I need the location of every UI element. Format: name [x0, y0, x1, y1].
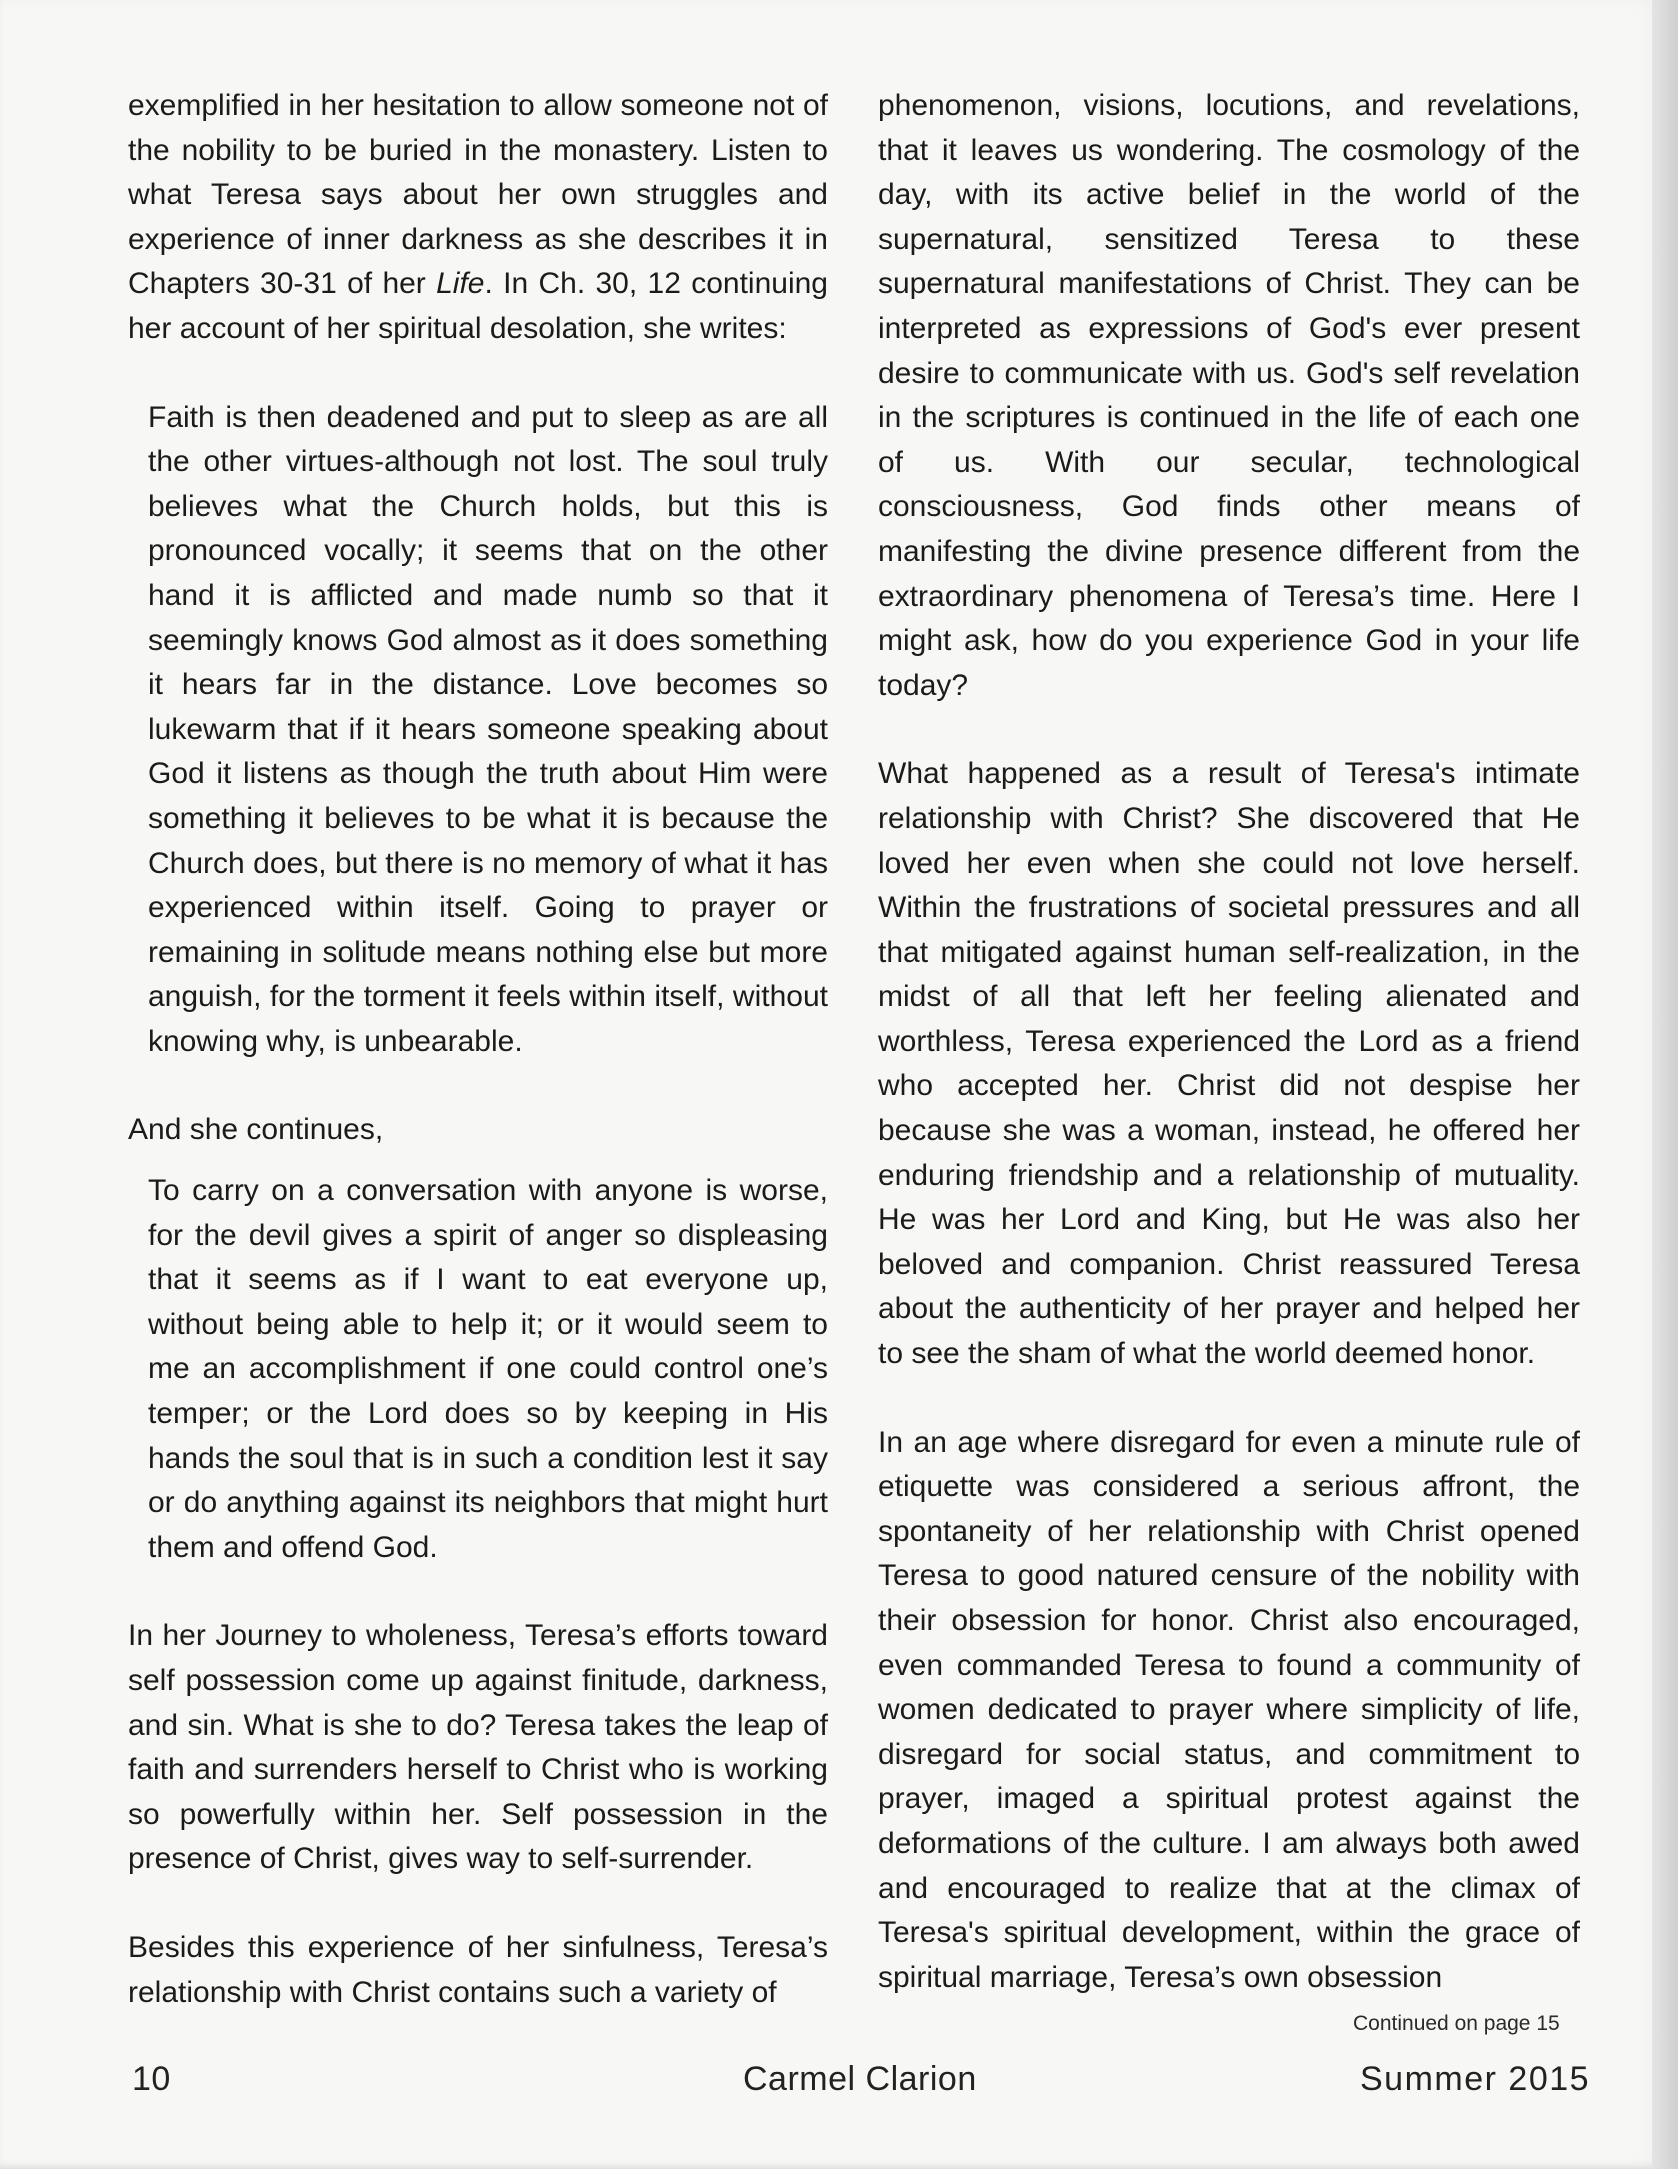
book-title-life: Life — [436, 267, 485, 301]
footer-publication-title: Carmel Clarion — [743, 2060, 977, 2098]
left-paragraph-2: In her Journey to wholeness, Teresa’s efforts toward self possession come up against finitude, darkness, and sin. What is she to do? Teresa takes the leap of faith and surrenders herself to Christ who is working so powerfully within her. Self possession in the presence of Christ, gives way to self-surrender. — [128, 1619, 828, 1876]
left-column — [128, 84, 828, 2015]
right-paragraph-1: phenomenon, visions, locutions, and revelations, that it leaves us wondering. The cosmology of the day, with its active belief in the world of the supernatural, sensitized Teresa to these supernatural manifestations of Christ. They can be interpreted as expressions of God's ever present desire to communicate with us. God's self revelation in the scriptures is continued in the life of each one of us. With our secular, technological consciousness, God finds other means of manifesting the divine presence different from the extraordinary phenomena of Teresa’s time. Here I might ask, how do you experience God in your life today? — [878, 89, 1580, 702]
left-paragraph-1-end: . In Ch. 30, 12 continuing her account of her spiritual desolation, she writes: — [128, 267, 828, 345]
page-edge-shadow — [1652, 0, 1678, 2169]
footer-page-number: 10 — [132, 2060, 171, 2098]
left-paragraph-3: Besides this experience of her sinfulness, Teresa’s relationship with Christ contains such a variety of — [128, 1930, 828, 2009]
right-paragraph-2: What happened as a result of Teresa's intimate relationship with Christ? She discovered that He loved her even when she could not love herself. Within the frustrations of societal pressures and all that mitigated against human self-realization, in the midst of all that left her feeling alienated and worthless, Teresa experienced the Lord as a friend who accepted her. Christ did not despise her because she was a woman, instead, he offered her enduring friendship and a relationship of mutuality. He was her Lord and King, but He was also her beloved and companion. Christ reassured Teresa about the authenticity of her prayer and helped her to see the sham of what the world deemed honor. — [878, 757, 1580, 1371]
footer-issue-date: Summer 2015 — [1360, 2060, 1591, 2098]
block-quote-1: Faith is then deadened and put to sleep as are all the other virtues-although not lost. The soul truly believes what the Church holds, but this is pronounced vocally; it seems that on the other hand it is afflicted and made numb so that it seemingly knows God almost as it does something it hears far in the distance. Love becomes so lukewarm that if it hears someone speaking about God it listens as though the truth about Him were something it believes to be what it is because the Church does, but there is no memory of what it has experienced within itself. Going to prayer or remaining in solitude means nothing else but more anguish, for the torment it feels within itself, without knowing why, is unbearable. — [148, 400, 828, 1058]
left-paragraph-1-text: exemplified in her hesitation to allow someone not of the nobility to be buried in the monastery. Listen to what Teresa says about her own struggles and experience of inner darkness as she describes it in Chapters 30-31 of her — [128, 89, 828, 301]
block-quote-2: To carry on a conversation with anyone is worse, for the devil gives a spirit of anger so displeasing that it seems as if I want to eat everyone up, without being able to help it; or it would seem to me an accomplishment if one could control one’s temper; or the Lord does so by keeping in His hands the soul that is in such a condition lest it say or do anything against its neighbors that might hurt them and offend God. — [148, 1174, 828, 1564]
right-column — [878, 84, 1580, 2000]
right-paragraph-3: In an age where disregard for even a minute rule of etiquette was considered a serious affront, the spontaneity of her relationship with Christ opened Teresa to good natured censure of the nobility with their obsession for honor. Christ also encouraged, even commanded Teresa to found a community of women dedicated to prayer where simplicity of life, disregard for social status, and commitment to prayer, imaged a spiritual protest against the deformations of the culture. I am always both awed and encouraged to realize that at the climax of Teresa's spiritual development, within the grace of spiritual marriage, Teresa’s own obsession — [878, 1425, 1580, 1994]
continued-note: Continued on page 15 — [1353, 2012, 1560, 2035]
left-paragraph-1 — [128, 84, 828, 352]
lead-in-text: And she continues, — [128, 1113, 384, 1147]
